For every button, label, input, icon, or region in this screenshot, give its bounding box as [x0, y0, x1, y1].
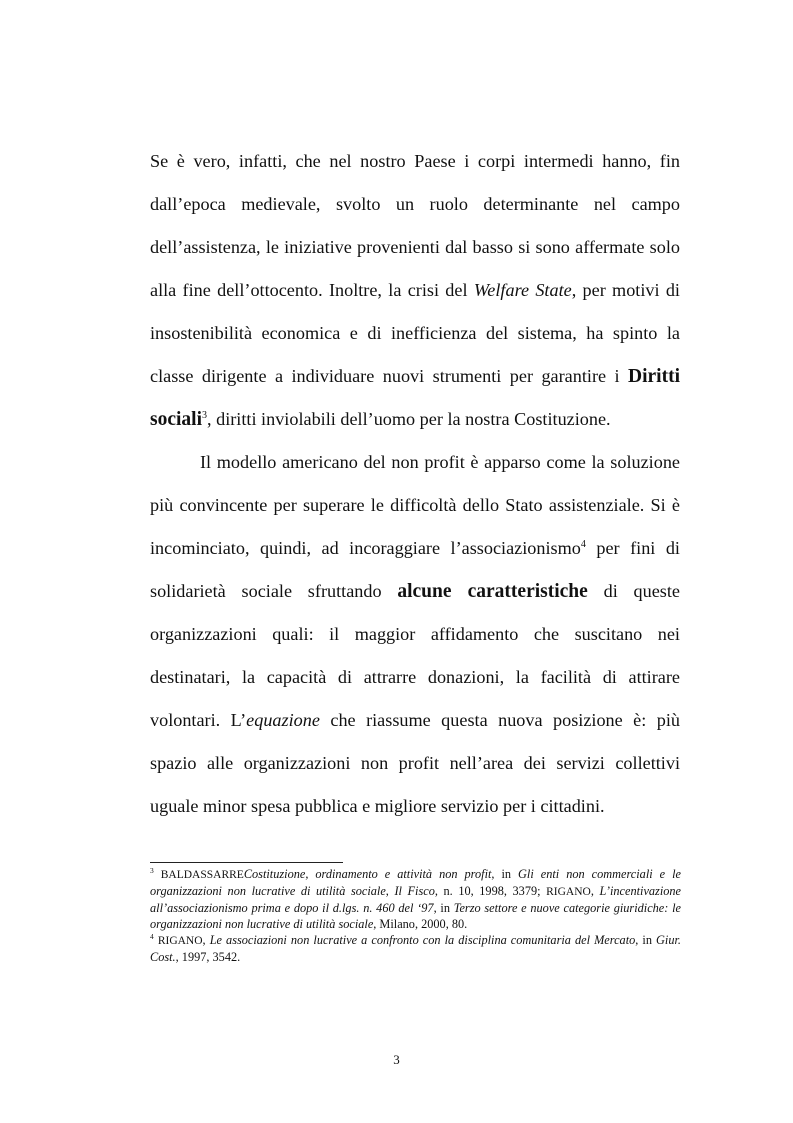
footnote-3: [150, 866, 681, 932]
footnote-4-ref: , 1997, 3542.: [175, 950, 241, 964]
paragraph-1-text-b: , per motivi di insostenibilità economica e di inefficienza del sistema, ha spinto la classe dirigente a individuare nuovi strumenti per garantire i: [150, 280, 680, 386]
footnote-4-number: 4: [150, 931, 154, 941]
footnote-4-journal: Giur. Cost.: [150, 933, 681, 964]
paragraph-2: [150, 441, 680, 828]
paragraph-1-text-c: , diritti inviolabili dell’uomo per la nostra Costituzione.: [207, 409, 611, 429]
footnote-4-title: Le associazioni non lucrative a confronto con la disciplina comunitaria del Mercato: [209, 933, 636, 947]
paragraph-2-text-c: di queste organizzazioni quali: il maggior affidamento che suscitano nei destinatari, la capacità di attrarre donazioni, la facilità di attirare volontari. L’: [150, 581, 680, 730]
footnote-3-sep-2: ,: [590, 884, 600, 898]
footnote-3-author-2: RIGANO: [546, 886, 591, 898]
page-number: 3: [393, 1052, 400, 1067]
equazione-term: equazione: [246, 710, 320, 730]
body-text: [150, 140, 680, 828]
alcune-caratteristiche-term: alcune caratteristiche: [397, 581, 588, 602]
footnote-3-number: 3: [150, 865, 154, 875]
footnote-3-in-2: , in: [433, 901, 454, 915]
footnote-separator: [150, 862, 343, 863]
footnotes: [150, 866, 681, 965]
welfare-state-term: Welfare State: [473, 280, 572, 300]
footnote-3-title-2: L’incentivazione all’associazionismo prima e dopo il d.lgs. n. 460 del ‘97: [150, 884, 682, 915]
diritti-sociali-term: Diritti sociali: [150, 366, 680, 430]
paragraph-1: [150, 140, 680, 441]
paragraph-2-text-d: che riassume questa nuova posizione è: più spazio alle organizzazioni non profit nell’area dei servizi collettivi uguale minor spesa pubblica e migliore servizio per i cittadini.: [150, 710, 680, 816]
footnote-3-journal-1: Il Fisco: [394, 884, 435, 898]
paragraph-1-text-a: Se è vero, infatti, che nel nostro Paese i corpi intermedi hanno, fin dall’epoca medievale, svolto un ruolo determinante nel campo dell’assistenza, le iniziative provenienti dal basso si sono affermate solo alla fine dell’ottocento. Inoltre, la crisi del: [150, 151, 680, 300]
paragraph-2-text-b: per fini di solidarietà sociale sfruttando: [150, 538, 680, 601]
footnote-3-title-1: Costituzione, ordinamento e attività non profit: [243, 867, 492, 881]
footnote-4: [150, 932, 681, 965]
footnote-4-author: RIGANO: [157, 935, 203, 947]
footnote-4-sep: ,: [202, 933, 210, 947]
footnote-4-in: , in: [635, 933, 657, 947]
footnote-3-work-1: Gli enti non commerciali e le organizzazioni non lucrative di utilità sociale: [150, 867, 681, 898]
footnote-3-in-1: , in: [491, 867, 519, 881]
footnote-ref-3: 3: [202, 409, 207, 421]
footnote-3-author-1: BALDASSARRE: [160, 869, 244, 881]
footnote-3-ref-1: , n. 10, 1998, 3379;: [434, 884, 547, 898]
footnote-3-ref-2: , Milano, 2000, 80.: [373, 917, 468, 931]
footnote-ref-4: 4: [580, 538, 586, 550]
footnote-3-work-2: Terzo settore e nuove categorie giuridiche: le organizzazioni non lucrative di utilità sociale: [150, 901, 681, 931]
paragraph-2-text-a: Il modello americano del non profit è apparso come la soluzione più convincente per superare le difficoltà dello Stato assistenziale. Si è incominciato, quindi, ad incoraggiare l’associazionismo: [150, 452, 680, 558]
footnote-3-sep-1: ,: [385, 884, 395, 898]
